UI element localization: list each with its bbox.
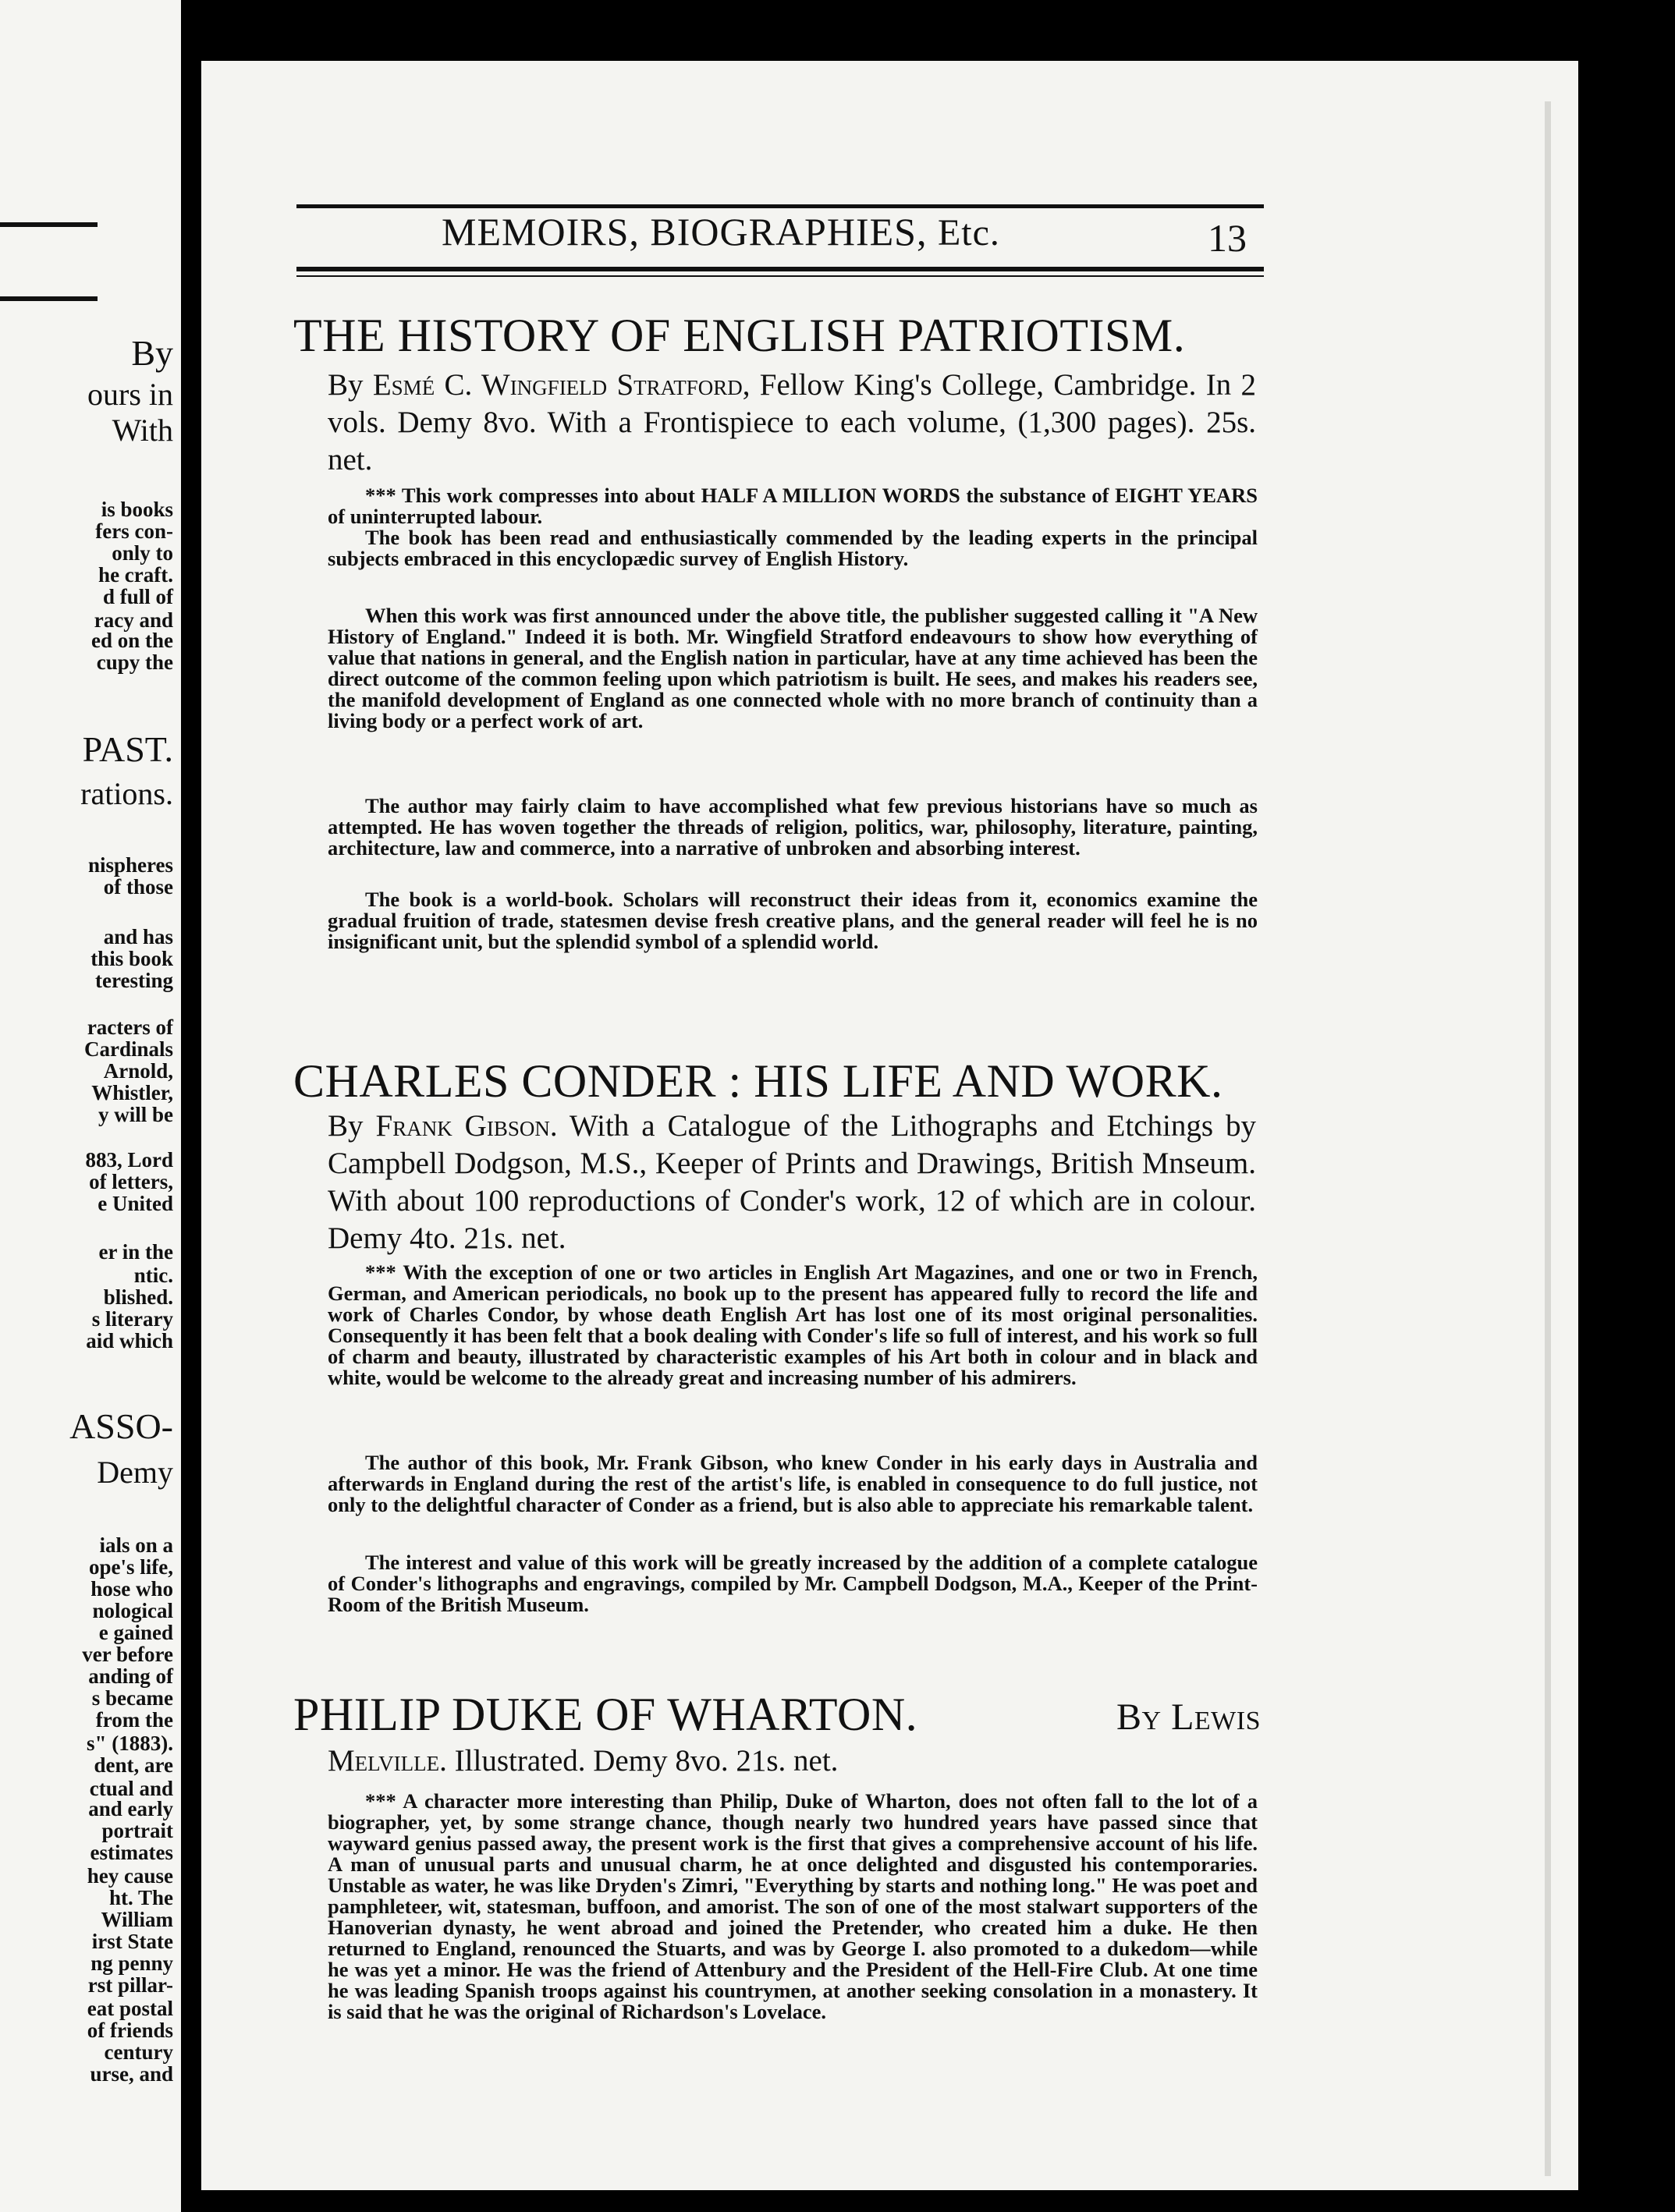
header-rule-top (296, 204, 1264, 208)
entry-byline (328, 1742, 1256, 1780)
left-page-line: s literary (91, 1307, 173, 1331)
left-page-line: With (112, 413, 173, 448)
entry-paragraph: The book is a world-book. Scholars will reconstruct their ideas from it, economics examine the gradual fruition of trade, statesmen devise fresh creative plans, and the general reader will feel he is no insignificant unit, but the splendid symbol of a splendid world. (328, 888, 1258, 953)
byline-rest: Illustrated. Demy 8vo. 21s. net. (454, 1744, 839, 1778)
left-page-line: eat postal (87, 1997, 173, 2020)
left-page-line: from the (95, 1708, 173, 1732)
left-page-line: William (101, 1908, 173, 1931)
left-page-line: 883, Lord (85, 1148, 173, 1172)
left-page-line: teresting (95, 969, 173, 992)
header-rule-bottom-thin (296, 275, 1264, 277)
left-page-line: racters of (87, 1016, 173, 1039)
left-page-line: Arnold, (103, 1059, 173, 1083)
entry-paragraph: The author may fairly claim to have accomplished what few previous historians have so much as attempted. He has woven together the threads of religion, politics, war, philosophy, literature, painting, architecture, law and commerce, into a narrative of unbroken and absorbing interest. (328, 794, 1258, 860)
left-page-line: Demy (97, 1455, 173, 1490)
left-page-line: e gained (98, 1621, 173, 1644)
entry-paragraph: The interest and value of this work will be greatly increased by the addition of a complete catalogue of Conder's lithographs and engravings, compiled by Mr. Campbell Dodgson, M.A., Keeper of the Print-Room of the British Museum. (328, 1551, 1258, 1616)
entry-title-by: By Lewis (1116, 1696, 1261, 1738)
left-page-line: and has (103, 925, 173, 948)
left-page-line: d full of (102, 585, 173, 608)
entry-paragraph: *** This work compresses into about HALF A MILLION WORDS the substance of EIGHT YEARS of uninterrupted labour. (328, 484, 1258, 528)
left-page-line: irst State (91, 1930, 173, 1953)
byline-prefix: By (328, 1109, 364, 1143)
left-page-line: hose who (90, 1577, 173, 1601)
left-rule-2 (0, 296, 98, 301)
entry-paragraph: *** With the exception of one or two articles in English Art Magazines, and one or two in French, German, and American periodicals, no book up to the present has appeared fully to record the life and work of Charles Condor, by whose death English Art has lost one of its most original personalities. Consequently it has been felt that a book dealing with Conder's life so full of interest, and his work so full of charm and beauty, illustrated by characteristic examples of his Art both in colour and in black and white, would be welcome to the already great and increasing number of his admirers. (328, 1260, 1258, 1389)
left-page-line: s" (1883). (87, 1732, 173, 1755)
left-page-line: this book (90, 947, 173, 970)
entry-paragraph: *** A character more interesting than Philip, Duke of Wharton, does not often fall to the lot of a biographer, yet, by some strange chance, though nearly two hundred years have passed since that wayward genius passed away, the present work is the first that gives a comprehensive account of his life. A man of unusual parts and unusual charm, he at once delighted and disgusted his contemporaries. Unstable as water, he was like Dryden's Zimri, "Everything by starts and nothing long." He was poet and pamphleteer, wit, statesman, buffoon, and amorist. The son of one of the most stalwart supporters of the Hanoverian dynasty, he went abroad and joined the Pretender, who created him a duke. He then returned to England, renounced the Stuarts, and was by George I. also promoted to a dukedom—while he was yet a minor. He was the friend of Attenbury and the President of the Hell-Fire Club. At one time he was leading Spanish troops against his countrymen, at another seeking consolation in a monastery. It is said that he was the original of Richardson's Lovelace. (328, 1789, 1258, 2023)
entry-title (293, 1688, 1261, 1742)
left-page-line: ng penny (90, 1951, 173, 1975)
left-page-line: Cardinals (83, 1037, 173, 1061)
left-page-line: e United (98, 1192, 173, 1215)
entry-byline (328, 1108, 1256, 1257)
left-page-line: ASSO- (69, 1406, 173, 1446)
left-page-line: century (104, 2040, 173, 2064)
left-page-line: portrait (101, 1819, 173, 1842)
left-page-line: hey cause (87, 1864, 173, 1888)
byline-author: Frank Gibson (375, 1109, 550, 1143)
running-head (442, 209, 1000, 254)
entry-title-text: PHILIP DUKE OF WHARTON. (293, 1689, 918, 1740)
entry-byline (328, 367, 1256, 479)
left-page-line: dent, are (94, 1753, 173, 1777)
left-page-line: rst pillar- (87, 1973, 173, 1997)
left-page-line: ctual and (89, 1777, 173, 1800)
left-page-line: anding of (88, 1664, 173, 1688)
left-page-line: nological (92, 1599, 173, 1622)
left-page-line: of those (103, 875, 173, 899)
byline-rest: , Fellow King's College, Cambridge. In 2 vols. Demy 8vo. With a Frontispiece to each volume, (1,300 pages). 25s. net. (328, 368, 1256, 477)
running-head-etc (938, 212, 1000, 253)
left-page-line: only to (112, 541, 173, 565)
page-number: 13 (1208, 216, 1247, 260)
entry-title: CHARLES CONDER : HIS LIFE AND WORK. (293, 1055, 1223, 1107)
left-page-line: y will be (98, 1103, 173, 1126)
left-page-line: aid which (86, 1329, 173, 1352)
byline-author: Melville. (328, 1744, 447, 1778)
left-page-line: ope's life, (89, 1555, 173, 1579)
left-page-line: PAST. (82, 729, 173, 769)
left-page-line: By (131, 333, 173, 373)
entry-title: THE HISTORY OF ENGLISH PATRIOTISM. (293, 310, 1186, 361)
left-page-line: rations. (80, 776, 173, 811)
entry-paragraph: When this work was first announced under the above title, the publisher suggested calling it "A New History of England." Indeed it is both. Mr. Wingfield Stratford endeavours to show how everything of value that nations in general, and the English nation in particular, have at any time achieved has been the direct outcome of the common feeling upon which patriotism is built. He sees, and makes his readers see, the manifold development of England as one connected whole with no more branch of continuity than a living body or a perfect work of art. (328, 604, 1258, 732)
left-page-line: fers con- (95, 519, 173, 543)
left-page-line: cupy the (96, 650, 173, 674)
left-page-line: of letters, (89, 1170, 173, 1193)
byline-author: Esmé C. Wingfield Stratford (372, 368, 743, 402)
left-page-line: of friends (87, 2019, 173, 2042)
left-page-line: ntic. (133, 1264, 173, 1287)
entry-paragraph: The book has been read and enthusiastically commended by the leading experts in the principal subjects embraced in this encyclopædic survey of English History. (328, 526, 1258, 570)
left-page-line: ed on the (90, 629, 173, 652)
left-rule-1 (0, 222, 98, 227)
page-edge (1545, 101, 1551, 2176)
left-page-line: Whistler, (91, 1081, 173, 1104)
left-page-line: racy and (94, 608, 173, 632)
byline-rest: . With a Catalogue of the Lithographs and Etchings by Campbell Dodgson, M.S., Keeper of Prints and Drawings, British Mnseum. With about 100 reproductions of Conder's work, 12 of which are in colour. Demy 4to. 21s. net. (328, 1109, 1256, 1255)
entry-paragraph: The author of this book, Mr. Frank Gibson, who knew Conder in his early days in Australia and afterwards in England during the rest of the artist's life, is enabled in consequence to do full justice, not only to the delightful character of Conder as a friend, but is also able to appreciate his remarkable talent. (328, 1451, 1258, 1516)
left-page-line: estimates (90, 1841, 173, 1864)
left-page-line: urse, and (90, 2062, 173, 2086)
left-page-line: s became (91, 1686, 173, 1710)
left-page-line: ials on a (99, 1533, 173, 1557)
left-page-line: ours in (87, 377, 173, 412)
running-head-etc-text: Etc. (937, 212, 1000, 253)
left-page-line: ver before (82, 1643, 173, 1666)
running-head-main: MEMOIRS, BIOGRAPHIES, (442, 210, 928, 253)
left-page-line: er in the (98, 1240, 173, 1264)
byline-prefix: By (328, 368, 364, 402)
left-page-line: blished. (103, 1285, 173, 1309)
left-page-line: and early (88, 1797, 173, 1820)
left-page-line: he craft. (98, 563, 173, 587)
left-page-line: nispheres (87, 853, 173, 877)
left-page-line: is books (101, 498, 173, 521)
left-page-fragment (0, 0, 181, 2212)
header-rule-bottom (296, 267, 1264, 271)
left-page-line: ht. The (108, 1886, 173, 1909)
